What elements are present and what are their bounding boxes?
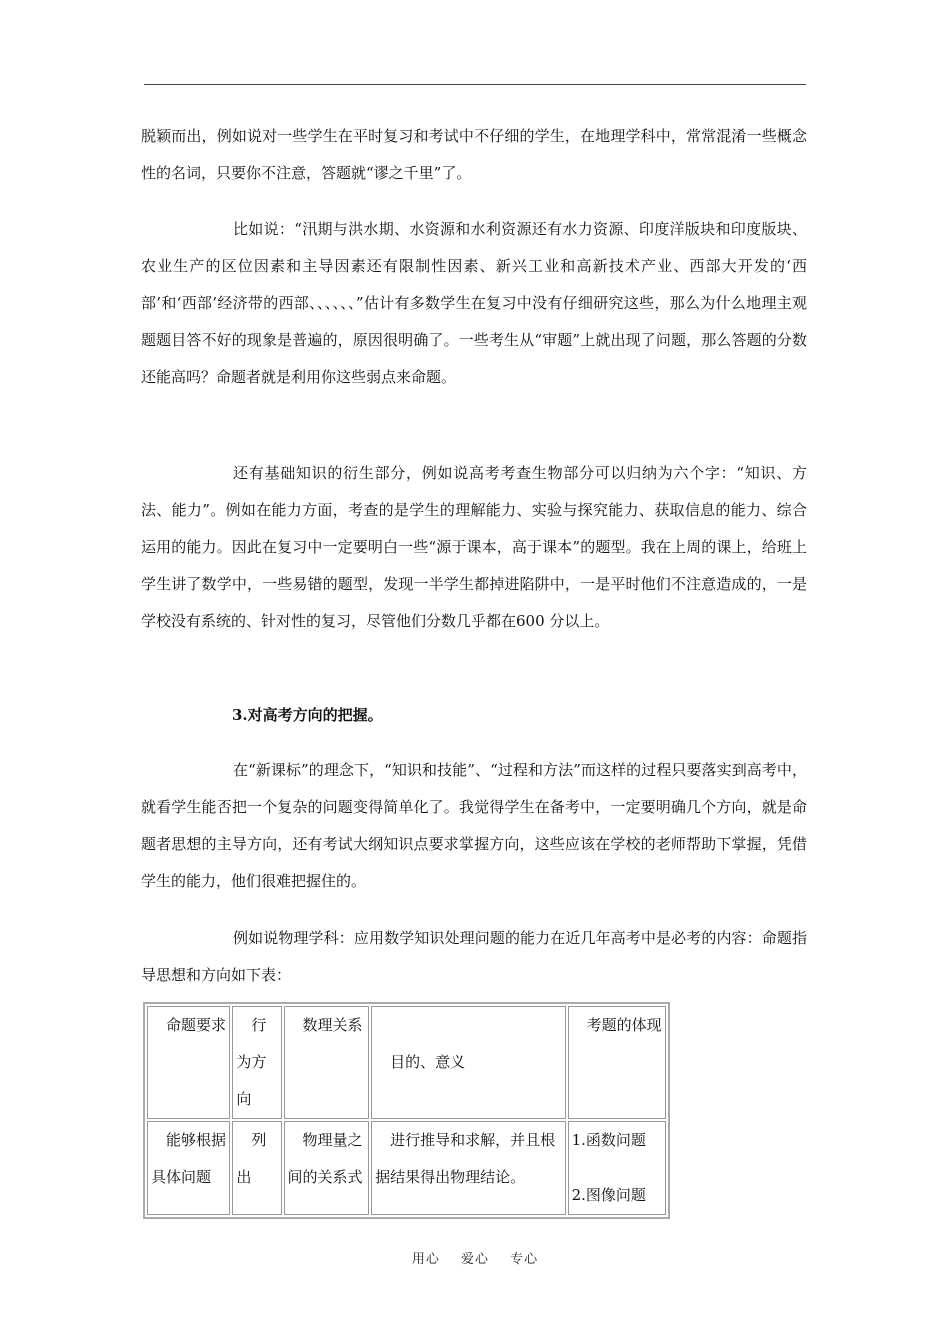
table-cell	[568, 1121, 666, 1215]
header-rule	[144, 84, 806, 85]
header-cell: 目的、意义	[371, 1006, 566, 1119]
table-row	[147, 1121, 666, 1215]
paragraph-5: 例如说物理学科：应用数学知识处理问题的能力在近几年高考中是必考的内容：命题指导思想和方向如下表：	[141, 929, 807, 984]
table-cell: 列出	[232, 1121, 281, 1215]
paragraph-2: 比如说：“汛期与洪水期、水资源和水利资源还有水力资源、印度洋版块和印度版块、农业生产的区位因素和主导因素还有限制性因素、新兴工业和高新技术产业、西部大开发的‘西部’和‘西部’经济带的西部、、、、、、”估计有多数学生在复习中没有仔细研究这些，那么为什么地理主观题题目答不好的现象是普遍的，原因很明确了。一些考生从“审题”上就出现了问题，那么答题的分数还能高吗？命题者就是利用你这些弱点来命题。	[141, 220, 807, 386]
header-cell: 数理关系	[284, 1006, 370, 1119]
paragraph-1: 脱颖而出，例如说对一些学生在平时复习和考试中不仔细的学生，在地理学科中，常常混淆一些概念性的名词，只要你不注意，答题就“谬之千里”了。	[141, 127, 807, 182]
header-cell: 行为方向	[232, 1006, 281, 1119]
guidance-table	[143, 1002, 670, 1219]
section-heading: 3.对高考方向的把握。	[232, 706, 383, 724]
table-cell: 物理量之间的关系式	[284, 1121, 370, 1215]
footer-text: 专心	[510, 1252, 539, 1267]
list-item: 1.函数问题	[571, 1131, 646, 1149]
paragraph-3: 还有基础知识的衍生部分，例如说高考考查生物部分可以归纳为六个字：“知识、方法、能力”。例如在能力方面，考查的是学生的理解能力、实验与探究能力、获取信息的能力、综合运用的能力。因此在复习中一定要明白一些“源于课本，高于课本”的题型。我在上周的课上，给班上学生讲了数学中，一些易错的题型，发现一半学生都掉进陷阱中，一是平时他们不注意造成的，一是学校没有系统的、针对性的复习，尽管他们分数几乎都在600 分以上。	[141, 464, 807, 630]
page-footer	[0, 1248, 950, 1267]
table-cell: 进行推导和求解，并且根据结果得出物理结论。	[371, 1121, 566, 1215]
footer-text: 爱心	[460, 1252, 489, 1267]
header-cell: 命题要求	[147, 1006, 230, 1119]
header-cell: 考题的体现	[568, 1006, 666, 1119]
footer-text: 用心	[411, 1252, 440, 1267]
table-cell: 能够根据具体问题	[147, 1121, 230, 1215]
list-item: 2.图像问题	[571, 1186, 646, 1204]
table-header-row	[147, 1006, 666, 1119]
paragraph-4: 在“新课标”的理念下，“知识和技能”、“过程和方法”而这样的过程只要落实到高考中，就看学生能否把一个复杂的问题变得简单化了。我觉得学生在备考中，一定要明确几个方向，就是命题者思想的主导方向，还有考试大纲知识点要求掌握方向，这些应该在学校的老师帮助下掌握，凭借学生的能力，他们很难把握住的。	[141, 761, 807, 890]
